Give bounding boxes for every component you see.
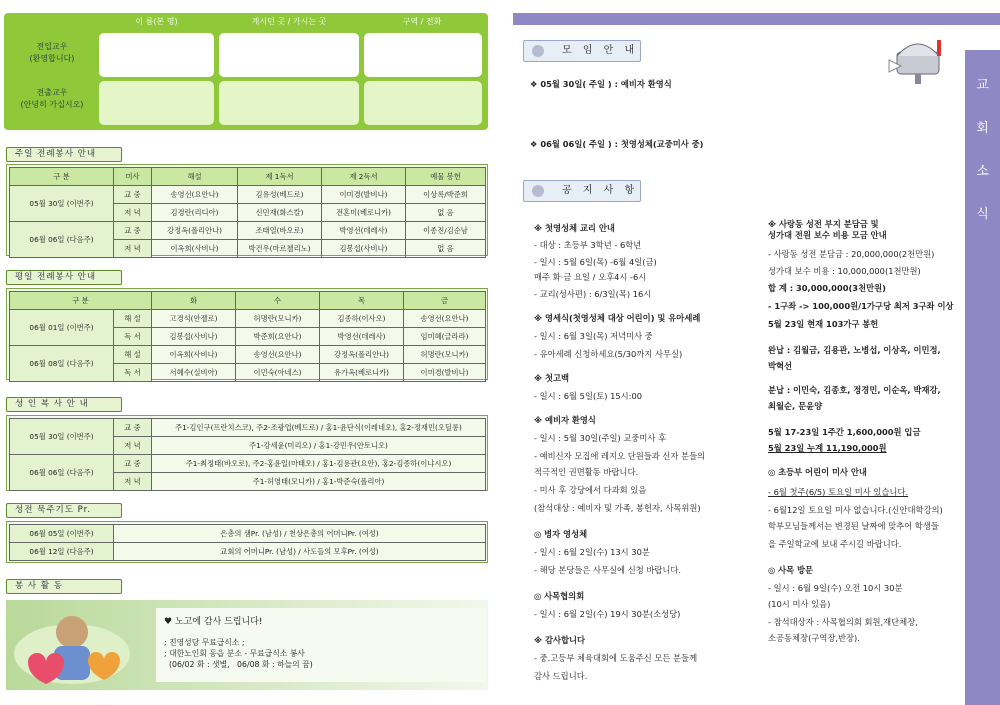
date-cell: 05월 30일 (이번주): [10, 419, 114, 455]
mass-cell: 저 녁: [114, 473, 152, 491]
top-band: [513, 13, 1000, 25]
rosary-box: [6, 521, 488, 563]
notice-line: 학부모님들께서는 변경된 날짜에 맞추어 학생들: [768, 521, 939, 531]
meeting-tab-label: 모 임 안 내: [562, 45, 639, 56]
date-cell: 06월 05일 (이번주): [10, 525, 114, 543]
reg-label-out: 전출교우 (안녕히 가십시오): [20, 88, 84, 109]
notice-line: 성가대 전원 보수 비용 모금 안내: [768, 230, 887, 240]
notice-line: - 해당 본당들은 사무실에 신청 바랍니다.: [534, 565, 682, 575]
table-cell: 전혼미(베로니카): [322, 204, 406, 222]
notice-line: - 일시 : 5월 6일(목) -6월 4일(금): [534, 257, 657, 267]
role-cell: 독 서: [114, 364, 152, 382]
notice-line: (참석대상 : 예비자 및 가족, 봉헌자, 사목위원): [534, 503, 701, 513]
table-cell: 박건우(마르첼리노): [238, 240, 322, 258]
col-header: 구 분: [10, 168, 114, 186]
notice-line: ◎ 병자 영성체: [534, 529, 588, 539]
mass-cell: 저 녁: [114, 240, 152, 258]
side-title-char: 회: [976, 121, 989, 136]
table-cell: 교회의 어머니Pr. (남성) / 사도들의 모후Pr. (여성): [114, 543, 486, 561]
mass-cell: 저 녁: [114, 204, 152, 222]
table-cell: 유가옥(베로니카): [320, 364, 404, 382]
server-section-title: 성 인 복 사 안 내: [6, 397, 122, 412]
notice-tab-label: 공 지 사 항: [562, 185, 639, 196]
sunday-service-box: [6, 164, 488, 256]
notice-line: 합 계 : 30,000,000(3천만원): [768, 283, 886, 293]
notice-line: ◎ 초등부 어린이 미사 안내: [768, 467, 867, 477]
rosary-section-title: 성전 묵주기도 Pr.: [6, 503, 122, 518]
date-cell: 05월 30일 (이번주): [10, 186, 114, 222]
notice-line: - 일시 : 5월 30일(주일) 교중미사 후: [534, 433, 667, 443]
reg-in-place-box[interactable]: [219, 33, 359, 77]
notice-line: - 일시 : 6월 2일(수) 13시 30분: [534, 547, 650, 557]
side-title-char: 교: [976, 78, 989, 93]
table-cell: 이종진/김순남: [406, 222, 486, 240]
table-cell: 강정옥(폴리안나): [152, 222, 238, 240]
notice-line: - 대상 : 초등부 3학년 - 6학년: [534, 240, 642, 250]
notice-line: - 예비신자 모집에 레지오 단원들과 신자 분들의: [534, 451, 706, 461]
notice-column-1: [534, 222, 764, 692]
date-cell: 06월 06일 (다음주): [10, 222, 114, 258]
reg-out-name-box[interactable]: [99, 81, 214, 125]
notice-line: 성가대 보수 비용 : 10,000,000(1천만원): [768, 266, 921, 276]
notice-line: - 일시 : 6월 3일(목) 저녁미사 중: [534, 331, 653, 341]
table-cell: 없 음: [406, 204, 486, 222]
sunday-section-title: 주일 전례봉사 안내: [6, 147, 122, 162]
registration-panel: [4, 13, 488, 130]
table-cell: 김유성(베드로): [238, 186, 322, 204]
col-header: 예물 봉헌: [406, 168, 486, 186]
reg-header-name: 이 름(본 명): [135, 17, 178, 26]
mass-cell: 교 중: [114, 186, 152, 204]
table-cell: 서혜수(실비아): [152, 364, 236, 382]
table-cell: 주1-김인구(프란치스코), 주2-조광업(베드로) / 홍1-윤단식(이레네오), 홍2-정재민(오딜롱): [152, 419, 486, 437]
mass-cell: 교 중: [114, 455, 152, 473]
role-cell: 해 설: [114, 310, 152, 328]
table-cell: 김봉섭(사비나): [152, 328, 236, 346]
notice-line: (10시 미사 있음): [768, 599, 831, 609]
table-cell: 이옥희(사비나): [152, 240, 238, 258]
table-cell: 이민숙(아네스): [236, 364, 320, 382]
notice-line: 5월 17-23일 1주간 1,600,000원 입금: [768, 427, 921, 437]
table-cell: 이미경(발비나): [322, 186, 406, 204]
table-cell: 신민재(화스칼): [238, 204, 322, 222]
table-cell: 은총의 샘Pr. (남성) / 천상은총의 어머니Pr. (여성): [114, 525, 486, 543]
volunteer-line: ; 대한노인회 동읍 분소 - 무료급식소 봉사: [164, 649, 305, 658]
notice-line: 분납 : 이민숙, 김종호, 정경민, 이순옥, 박재강,: [768, 385, 941, 395]
side-band: [965, 50, 1000, 705]
notice-line: 박혁선: [768, 361, 793, 371]
volunteer-illustration: [8, 602, 136, 688]
table-cell: 송영선(요안나): [152, 186, 238, 204]
table-cell: 송영선(요안나): [236, 346, 320, 364]
notice-line: 최월순, 문윤양: [768, 401, 823, 411]
table-cell: 이상록/박준희: [406, 186, 486, 204]
volunteer-line: ; 진영성당 무료급식소 ;: [164, 638, 245, 647]
notice-line: 5월 23일 현재 103가구 봉헌: [768, 319, 879, 329]
notice-line: - 일시 : 6월 9일(수) 오전 10시 30분: [768, 583, 903, 593]
notice-line: - 참석대상자 : 사목협의회 회원,재단체장,: [768, 617, 918, 627]
table-cell: 박영선(데레사): [322, 222, 406, 240]
notice-line: - 사랑동 성전 분담금 : 20,000,000(2천만원): [768, 249, 935, 259]
table-cell: 김종하(이사오): [320, 310, 404, 328]
reg-out-place-box[interactable]: [219, 81, 359, 125]
table-cell: 임미혜(글라라): [404, 328, 486, 346]
notice-line: - 중.고등부 체육대회에 도움주신 모든 분들께: [534, 653, 698, 663]
notice-line: - 1구좌 -> 100,000원/1가구당 최저 3구좌 이상: [768, 301, 954, 311]
volunteer-note: [156, 608, 486, 682]
notice-line: - 미사 후 강당에서 다과회 있음: [534, 485, 647, 495]
role-cell: 해 설: [114, 346, 152, 364]
meeting-tab: [523, 40, 641, 62]
reg-in-contact-box[interactable]: [364, 33, 482, 77]
notice-line: ※ 감사합니다: [534, 635, 586, 645]
table-cell: 박준희(요안나): [236, 328, 320, 346]
table-cell: 허명란(모니카): [236, 310, 320, 328]
meeting-item: ❖ 05월 30일( 주일 ) : 예비자 환영식: [530, 79, 672, 89]
side-title-char: 소: [976, 164, 989, 179]
table-cell: 주1-허영태(모니카) / 홍1-박준숙(폴리아): [152, 473, 486, 491]
info-icon: [530, 44, 546, 58]
reg-in-name-box[interactable]: [99, 33, 214, 77]
volunteer-heading: [164, 614, 478, 627]
side-title-char: 식: [976, 207, 989, 222]
table-cell: 고경석(안젤로): [152, 310, 236, 328]
info-icon: [530, 184, 546, 198]
notice-line: ◎ 사목협의회: [534, 591, 585, 601]
notice-line: 5월 23일 누계 11,190,000원: [768, 443, 887, 453]
reg-label-in: 전입교우 (환영합니다): [29, 42, 75, 63]
table-cell: 주1-최정태(바오로), 주2-홍윤일(마태오) / 홍1-김용관(요안), 홍2-김종하(이냐시오): [152, 455, 486, 473]
col-header: 해설: [152, 168, 238, 186]
col-header: 금: [404, 292, 486, 310]
weekday-section-title: 평일 전례봉사 안내: [6, 270, 122, 285]
notice-line: - 일시 : 6월 2일(수) 19시 30분(소성당): [534, 609, 681, 619]
meeting-item: ❖ 06월 06일( 주일 ) : 첫영성체(교중미사 중): [530, 139, 704, 149]
volunteer-box: [6, 600, 488, 690]
mass-cell: 교 중: [114, 222, 152, 240]
col-header: 구 분: [10, 292, 152, 310]
notice-line: 매주 화·금 요일 / 오후4시 -6시: [534, 272, 647, 282]
table-cell: 주1-강세윤(미리오) / 홍1-강민우(안토니오): [152, 437, 486, 455]
notice-line: - 교리(성사편) : 6/3일(목) 16시: [534, 289, 652, 299]
mailbox-icon: [885, 30, 955, 85]
volunteer-line: (06/02 화 : 샛별, 06/08 화 : 하늘의 꿈): [164, 660, 313, 669]
notice-column-2: [768, 218, 968, 648]
table-cell: 조태열(바오로): [238, 222, 322, 240]
table-cell: 강정옥(폴리안나): [320, 346, 404, 364]
notice-line: - 6월12일 토요일 미사 없습니다.(신안대학강의): [768, 505, 943, 515]
col-header: 제 2독서: [322, 168, 406, 186]
volunteer-section-title: 봉 사 활 동: [6, 579, 122, 594]
notice-line: - 6월 첫주(6/5) 토요일 미사 있습니다.: [768, 487, 909, 497]
col-header: 화: [152, 292, 236, 310]
notice-line: ※ 사랑동 성전 부지 분담금 및: [768, 219, 879, 229]
date-cell: 06월 08일 (다음주): [10, 346, 114, 382]
notice-line: - 일시 : 6월 5일(토) 15시:00: [534, 391, 643, 401]
col-header: 제 1독서: [238, 168, 322, 186]
notice-line: - 유아세례 신청하세요(5/30까지 사무실): [534, 349, 683, 359]
table-cell: 송영선(요안나): [404, 310, 486, 328]
table-cell: 김봉섭(사비나): [322, 240, 406, 258]
notice-line: 적극적인 권면활동 바랍니다.: [534, 467, 639, 477]
date-cell: 06월 06일 (다음주): [10, 455, 114, 491]
col-header: 수: [236, 292, 320, 310]
notice-line: 완납 : 김월금, 김용관, 노병섭, 이상옥, 이민정,: [768, 345, 941, 355]
role-cell: 독 서: [114, 328, 152, 346]
notice-line: ※ 첫영성체 교리 안내: [534, 223, 615, 233]
reg-header-contact: 구역 / 전화: [402, 17, 442, 26]
col-header: 미사: [114, 168, 152, 186]
table-cell: 김경란(리디아): [152, 204, 238, 222]
volunteer-heading-text: 노고에 감사 드립니다!: [174, 617, 263, 627]
table-cell: 없 음: [406, 240, 486, 258]
mass-cell: 저 녁: [114, 437, 152, 455]
table-cell: 박영선(데레사): [320, 328, 404, 346]
notice-line: ※ 영세식(첫영성체 대상 어린이) 및 유아세례: [534, 313, 701, 323]
mass-cell: 교 중: [114, 419, 152, 437]
server-box: [6, 415, 488, 491]
reg-header-place: 계시던 곳 / 가시는 곳: [251, 17, 327, 26]
notice-line: ※ 예비자 환영식: [534, 415, 596, 425]
notice-tab: [523, 180, 641, 202]
table-cell: 이옥희(사비나): [152, 346, 236, 364]
date-cell: 06월 12일 (다음주): [10, 543, 114, 561]
table-cell: 이미경(발비나): [404, 364, 486, 382]
heart-icon: ♥: [164, 617, 173, 627]
reg-out-contact-box[interactable]: [364, 81, 482, 125]
table-cell: 허명란(모니카): [404, 346, 486, 364]
notice-line: 을 주일학교에 보내 주시길 바랍니다.: [768, 539, 902, 549]
notice-line: 감사 드립니다.: [534, 671, 588, 681]
weekday-service-box: [6, 288, 488, 380]
date-cell: 06월 01일 (이번주): [10, 310, 114, 346]
notice-line: 소공동체장(구역장,반장).: [768, 633, 860, 643]
notice-line: ◎ 사목 방문: [768, 565, 814, 575]
notice-line: ※ 첫고백: [534, 373, 569, 383]
col-header: 목: [320, 292, 404, 310]
